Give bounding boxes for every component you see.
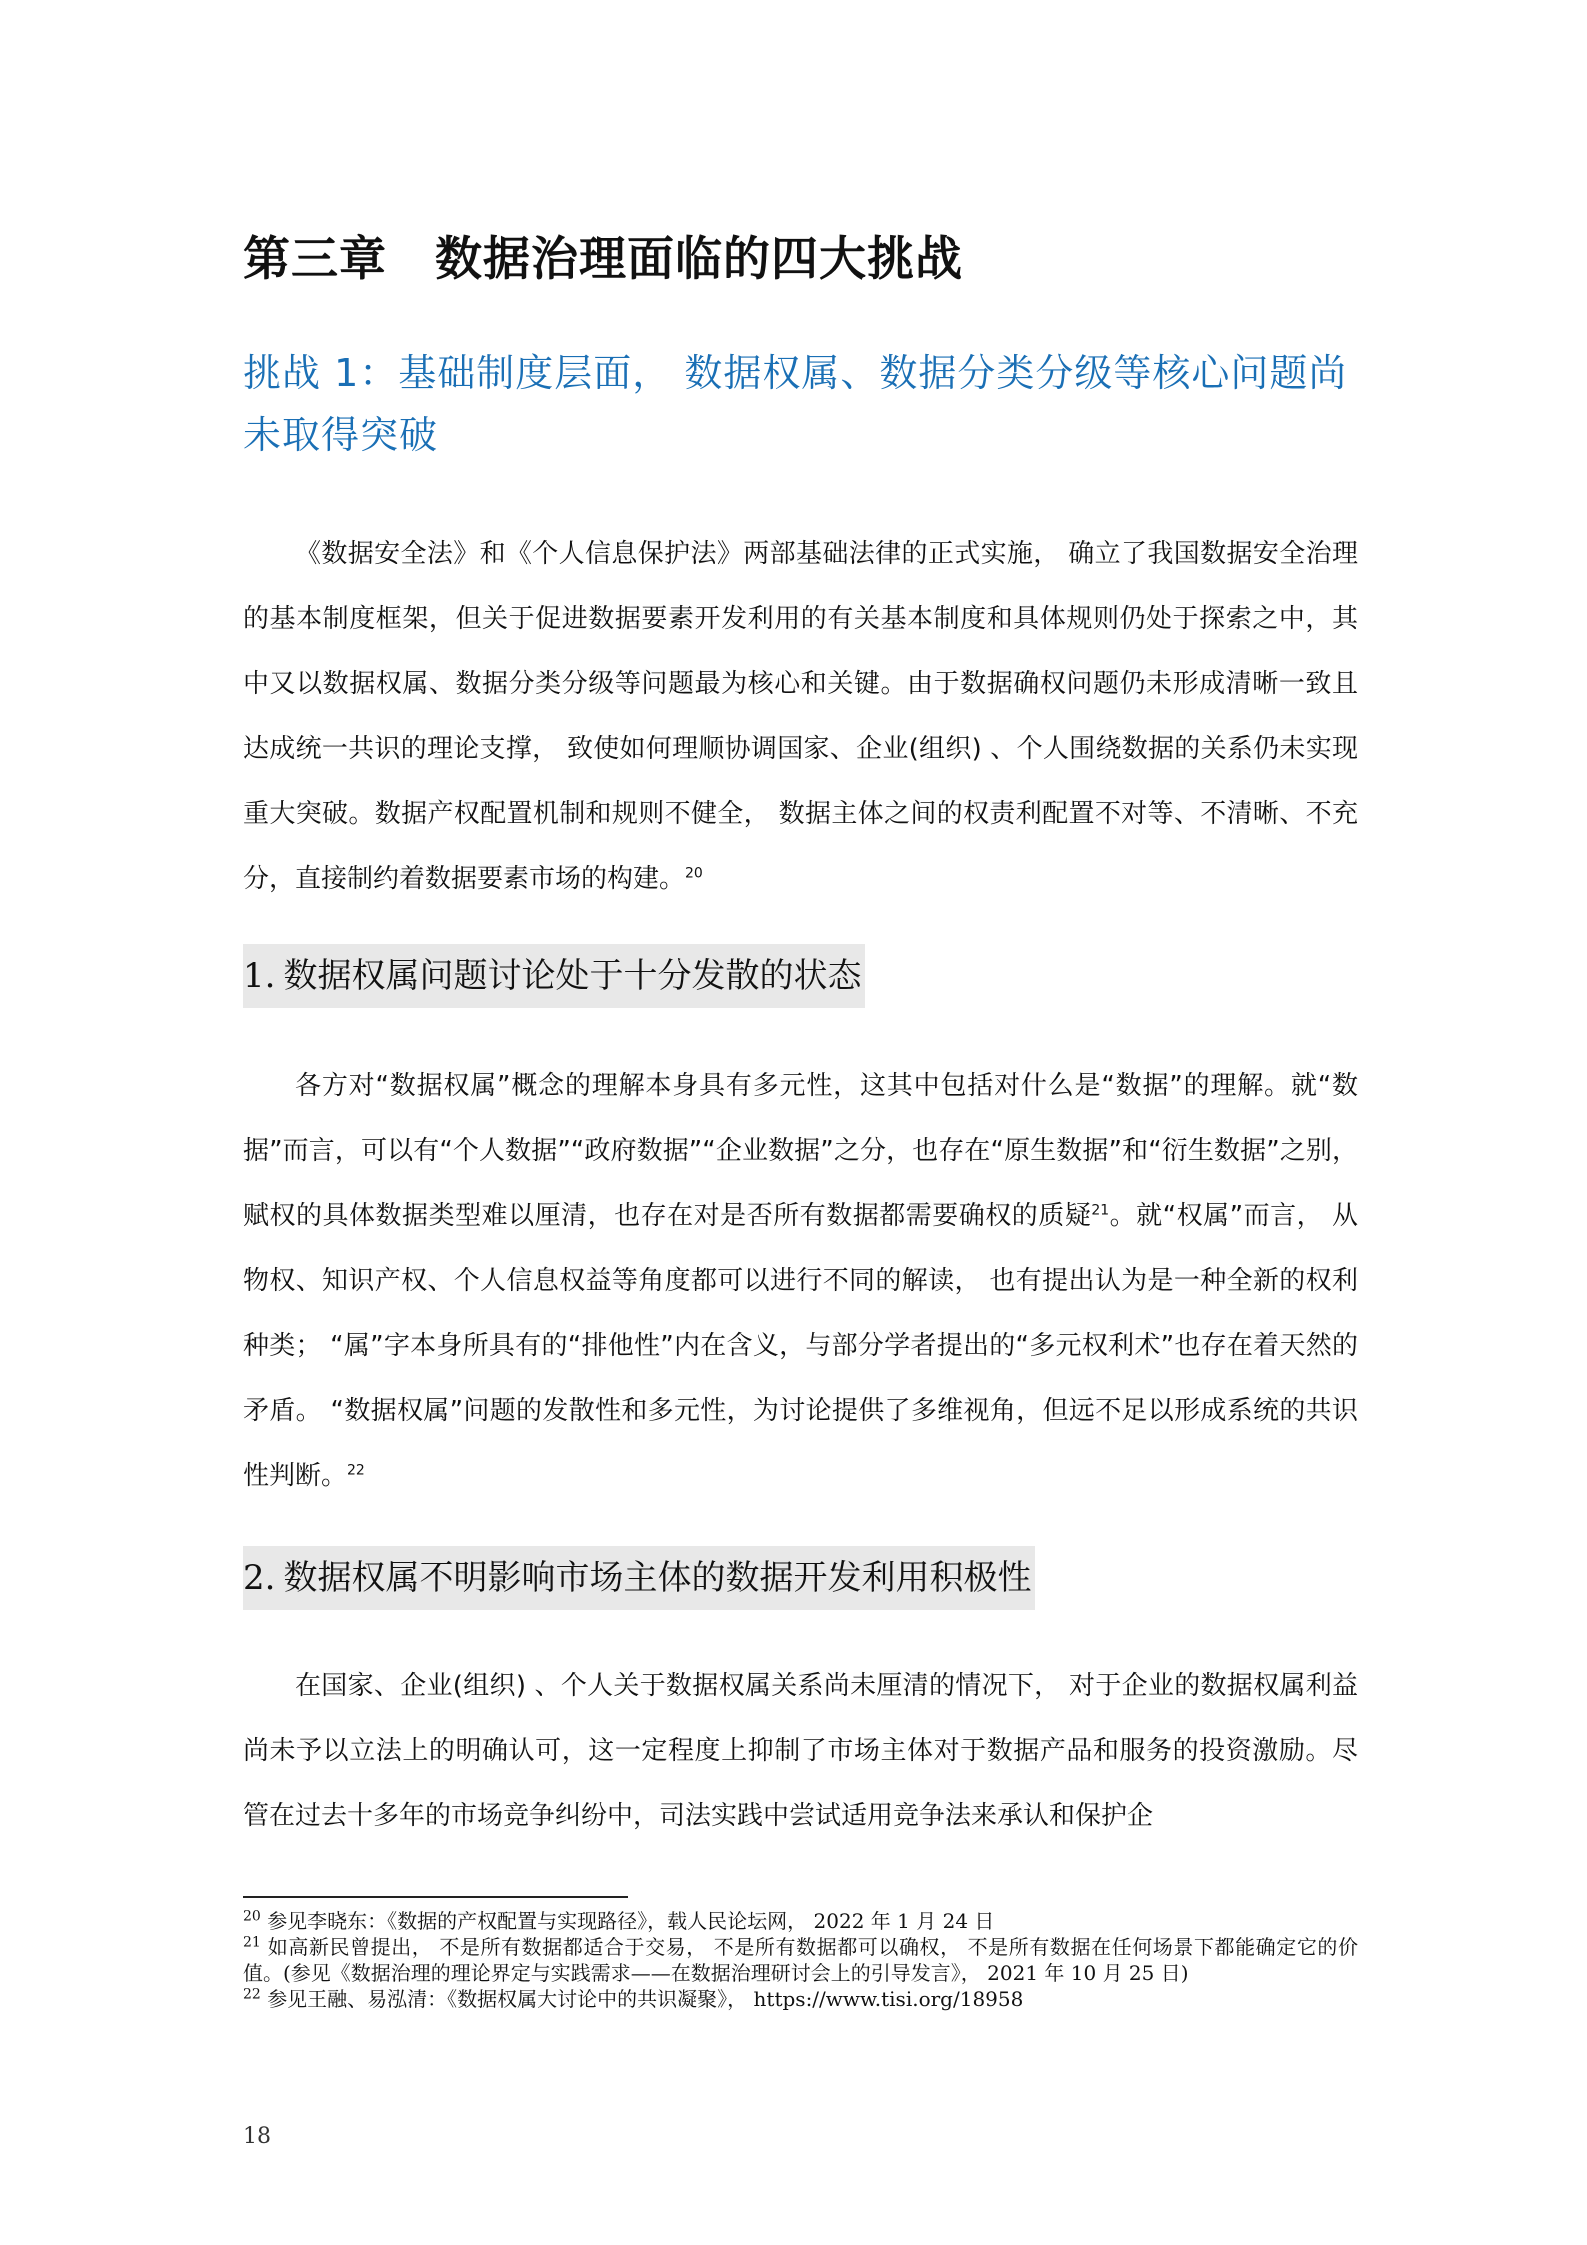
section1-text-a: 各方对“数据权属”概念的理解本身具有多元性，这其中包括对什么是“数据”的理解。就“数据”而言，可以有“个人数据”“政府数据”“企业数据”之分，也存在“原生数据”和“衍生数据”之别，赋权的具体数据类型难以厘清，也存在对是否所有数据都需要确权的质疑	[243, 1071, 1358, 1231]
footnotes	[243, 1908, 1358, 2012]
section-title-2: 数据权属不明影响市场主体的数据开发利用积极性	[283, 1558, 1032, 1598]
footnote-22	[243, 1986, 1358, 2012]
footnote-text: 如高新民曾提出， 不是所有数据都适合于交易， 不是所有数据都可以确权， 不是所有数据在任何场景下都能确定它的价值。(参见《数据治理的理论界定与实践需求——在数据治理研讨会上的引导发言》， 2021 年 10 月 25 日)	[243, 1935, 1358, 1985]
intro-paragraph	[243, 522, 1358, 912]
footnote-ref-22: 22	[347, 1462, 365, 1479]
section-number-1: 1.	[243, 956, 276, 996]
section2-text: 在国家、企业(组织) 、个人关于数据权属关系尚未厘清的情况下， 对于企业的数据权属利益尚未予以立法上的明确认可，这一定程度上抑制了市场主体对于数据产品和服务的投资激励。尽管在过去十多年的市场竞争纠纷中，司法实践中尝试适用竞争法来承认和保护企	[243, 1671, 1358, 1831]
footnote-21	[243, 1934, 1358, 1986]
intro-paragraph-text: 《数据安全法》和《个人信息保护法》两部基础法律的正式实施， 确立了我国数据安全治理的基本制度框架，但关于促进数据要素开发利用的有关基本制度和具体规则仍处于探索之中，其中又以数据权属、数据分类分级等问题最为核心和关键。由于数据确权问题仍未形成清晰一致且达成统一共识的理论支撑， 致使如何理顺协调国家、企业(组织) 、个人围绕数据的关系仍未实现重大突破。数据产权配置机制和规则不健全， 数据主体之间的权责利配置不对等、不清晰、不充分，直接制约着数据要素市场的构建。	[243, 539, 1358, 894]
footnote-number: 21	[243, 1934, 261, 1951]
page-number: 18	[243, 2124, 271, 2149]
footnote-ref-20: 20	[685, 865, 703, 882]
section1-text-b: 。就“权属”而言， 从物权、知识产权、个人信息权益等角度都可以进行不同的解读， 也有提出认为是一种全新的权利种类； “属”字本身所具有的“排他性”内在含义，与部分学者提出的“多元权利术”也存在着天然的矛盾。 “数据权属”问题的发散性和多元性，为讨论提供了多维视角，但远不足以形成系统的共识性判断。	[243, 1201, 1358, 1491]
footnote-20	[243, 1908, 1358, 1934]
challenge-heading: 挑战 1：基础制度层面， 数据权属、数据分类分级等核心问题尚未取得突破	[243, 351, 1348, 457]
footnote-divider	[243, 1896, 628, 1898]
section2-paragraph	[243, 1654, 1358, 1849]
footnote-ref-21: 21	[1091, 1202, 1110, 1219]
footnote-text: 参见王融、易泓清：《数据权属大讨论中的共识凝聚》， https://www.tisi.org/18958	[267, 1987, 1024, 2011]
section-heading-1	[243, 944, 865, 1008]
section-heading-2	[243, 1546, 1035, 1610]
section-number-2: 2.	[243, 1558, 276, 1598]
section-title-1: 数据权属问题讨论处于十分发散的状态	[283, 956, 862, 996]
footnote-text: 参见李晓东：《数据的产权配置与实现路径》，载人民论坛网， 2022 年 1 月 24 日	[267, 1909, 995, 1933]
footnote-number: 20	[243, 1908, 261, 1925]
section1-paragraph	[243, 1054, 1358, 1509]
footnote-number: 22	[243, 1986, 261, 2003]
chapter-title: 第三章 数据治理面临的四大挑战	[243, 232, 963, 287]
